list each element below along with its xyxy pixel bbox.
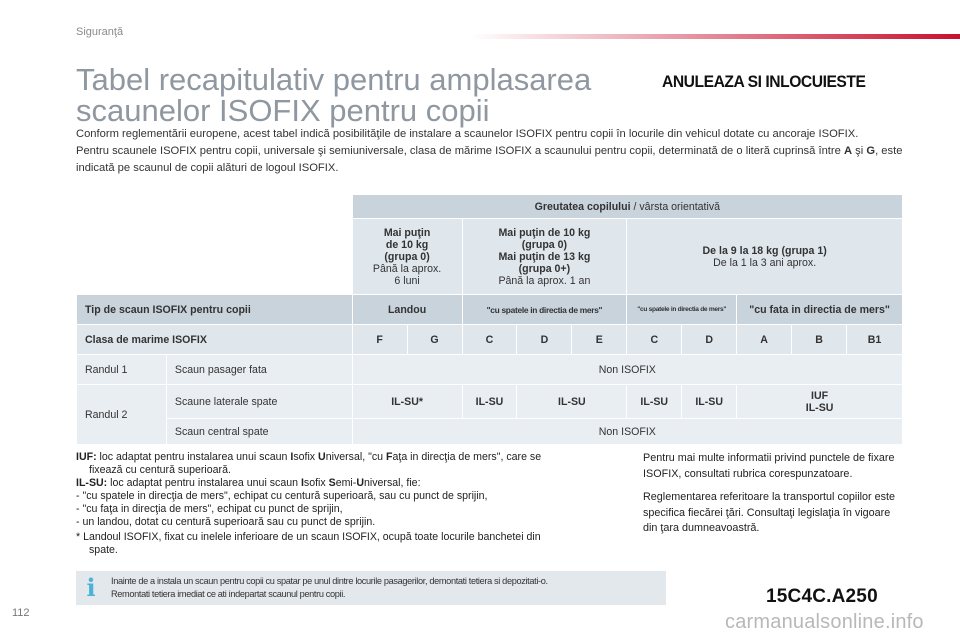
table-row	[77, 355, 903, 385]
note-bullet: - un landou, dotat cu centură superioară sau cu punct de sprijin.	[76, 516, 376, 528]
size-class-label: Clasa de marime ISOFIX	[77, 325, 353, 355]
seat-value: IL-SU	[517, 385, 627, 419]
intro-paragraph-1: Conform reglementării europene, acest tabel indică posibilităţile de instalare a scaunelor ISOFIX pentru copii în locurile din vehicul dotate cu ancoraje ISOFIX.	[76, 128, 859, 140]
group-1-line-1: De la 9 la 18 kg (grupa 1)	[702, 244, 827, 257]
info-icon: i	[86, 573, 96, 602]
group-0-line-1: Mai puţin	[383, 226, 431, 239]
isofix-table	[76, 194, 903, 445]
seat-type-rear-facing-2: "cu spatele in directia de mers"	[627, 295, 737, 325]
note-iuf-line-2: fixează cu centură superioară.	[89, 464, 231, 476]
seat-type-forward-facing: "cu fata in directia de mers"	[737, 295, 903, 325]
size-class-cell: G	[407, 325, 462, 355]
weight-header-bold: Greutatea copilului	[534, 200, 631, 213]
iuf-line-2: IL-SU	[805, 401, 834, 414]
note-text: aţa in direcţia de mers", care se	[392, 451, 542, 463]
note-term: IUF:	[76, 451, 97, 463]
watermark: carmanualsonline.info	[725, 611, 924, 633]
seat-type-row	[77, 295, 903, 325]
seat-value: Non ISOFIX	[352, 419, 902, 445]
note-term: IL-SU:	[76, 477, 108, 489]
note-text: loc adaptat pentru instalarea unui scaun	[107, 477, 301, 489]
seat-type-carrycot: Landou	[352, 295, 462, 325]
note-ilsu	[76, 477, 626, 490]
intro-text-a: Pentru scaunele ISOFIX pentru copii, universale şi semiuniversale, clasa de mărime ISOFIX a scaunului pentru copii, determinată de o literă cuprinsă între	[76, 145, 844, 157]
group-0plus-line-2: (grupa 0)	[521, 238, 568, 251]
group-0plus-line-1: Mai puţin de 10 kg	[498, 226, 591, 239]
intro-text-c: , este indicată pe scaunul de copii alături de logoul ISOFIX.	[76, 145, 903, 174]
blank-cell	[77, 195, 353, 219]
group-0-age-1: Până la aprox.	[372, 262, 442, 275]
table-row	[77, 419, 903, 445]
seat-label: Scaun pasager fata	[166, 355, 352, 385]
footnote: * Landoul ISOFIX, fixat cu inelele inferioare de un scaun ISOFIX, ocupă toate locurile banchetei din	[76, 531, 541, 543]
group-1-header	[627, 219, 903, 295]
size-class-cell: C	[627, 325, 682, 355]
note-letter: I	[300, 477, 304, 489]
intro-letter-a: A	[843, 145, 853, 157]
note-bullet: - "cu spatele in direcţia de mers", echipat cu centură superioară, sau cu punct de sprijin,	[76, 490, 488, 502]
size-class-cell: E	[572, 325, 627, 355]
size-class-cell: B1	[847, 325, 903, 355]
group-0-line-2: de 10 kg	[385, 238, 429, 251]
page-title	[76, 64, 636, 126]
seat-label: Scaun central spate	[166, 419, 352, 445]
note-text: emi-	[335, 477, 357, 489]
note-letter: U	[356, 477, 364, 489]
size-class-cell: D	[682, 325, 737, 355]
intro-letter-g: G	[866, 145, 876, 157]
info-box	[76, 571, 666, 605]
footnote-line-2: spate.	[89, 544, 118, 556]
intro-text-b: şi	[852, 145, 867, 157]
group-1-age: De la 1 la 3 ani aprox.	[713, 256, 817, 269]
info-line-1: Inainte de a instala un scaun pentru copii cu spatar pe unul dintre locurile pasagerilor, demontati tetiera si depozitati-o.	[111, 576, 548, 586]
note-text: niversal, fie:	[363, 477, 421, 489]
replacement-stamp: ANULEAZA SI INLOCUIESTE	[662, 72, 866, 91]
seat-type-label: Tip de scaun ISOFIX pentru copii	[77, 295, 353, 325]
row-label: Randul 1	[77, 355, 167, 385]
note-letter: F	[386, 451, 393, 463]
group-header-row	[77, 219, 903, 295]
weight-header-rest: / vârsta orientativă	[630, 200, 721, 213]
group-0plus-header	[462, 219, 627, 295]
page-number: 112	[12, 607, 30, 619]
seat-value: IL-SU	[462, 385, 517, 419]
section-label: Siguranţă	[76, 26, 124, 38]
row-label: Randul 2	[77, 385, 167, 445]
iuf-line-1: IUF	[811, 389, 829, 402]
size-class-cell: C	[462, 325, 517, 355]
note-text: loc adaptat pentru instalarea unui scaun	[96, 451, 291, 463]
size-class-cell: B	[792, 325, 847, 355]
intro-paragraph-2	[76, 143, 906, 177]
seat-label: Scaune laterale spate	[166, 385, 352, 419]
size-class-row	[77, 325, 903, 355]
header-accent-bar	[470, 34, 960, 39]
table-row	[77, 385, 903, 419]
seat-value: Non ISOFIX	[352, 355, 902, 385]
legend-notes	[76, 451, 626, 557]
intro-text	[76, 126, 906, 177]
note-bullet: - "cu faţa in direcţia de mers", echipat cu punct de sprijin,	[76, 503, 343, 515]
seat-value: IL-SU	[682, 385, 737, 419]
group-0-header	[352, 219, 462, 295]
seat-value: IL-SU*	[352, 385, 462, 419]
note-letter: I	[290, 451, 294, 463]
side-paragraph-2: Reglementarea referitoare la transportul copiilor este specifica fiecărei ţări. Consultaţi legislaţia în vigoare din ţara dumneavoastră.	[643, 491, 896, 534]
size-class-cell: D	[517, 325, 572, 355]
group-0-age-2: 6 luni	[394, 274, 420, 287]
note-iuf	[76, 451, 626, 464]
seat-value-iuf	[737, 385, 903, 419]
title-line-2: scaunelor ISOFIX pentru copii	[76, 93, 490, 128]
weight-header-row	[77, 195, 903, 219]
group-0plus-line-3: Mai puţin de 13 kg	[498, 250, 591, 263]
side-notes	[643, 451, 903, 545]
note-text: sofix	[303, 477, 329, 489]
group-0plus-age: Până la aprox. 1 an	[498, 274, 591, 287]
title-line-1: Tabel recapitulativ pentru amplasarea	[76, 62, 592, 97]
group-0plus-line-4: (grupa 0+)	[518, 262, 571, 275]
seat-type-rear-facing: "cu spatele in directia de mers"	[462, 295, 627, 325]
info-text	[111, 575, 661, 601]
note-letter: U	[318, 451, 326, 463]
side-paragraph-1: Pentru mai multe informatii privind punctele de fixare ISOFIX, consultati rubrica corespunzatoare.	[643, 452, 895, 480]
document-code: 15C4C.A250	[766, 586, 878, 607]
note-letter: S	[328, 477, 336, 489]
blank-cell	[77, 219, 353, 295]
note-text: sofix	[293, 451, 319, 463]
seat-value: IL-SU	[627, 385, 682, 419]
weight-header	[352, 195, 902, 219]
group-0-line-3: (grupa 0)	[384, 250, 430, 263]
info-line-2: Remontati tetiera imediat ce ati indepartat scaunul pentru copii.	[111, 589, 346, 599]
size-class-cell: A	[737, 325, 792, 355]
size-class-cell: F	[352, 325, 407, 355]
note-text: niversal, "cu	[325, 451, 386, 463]
